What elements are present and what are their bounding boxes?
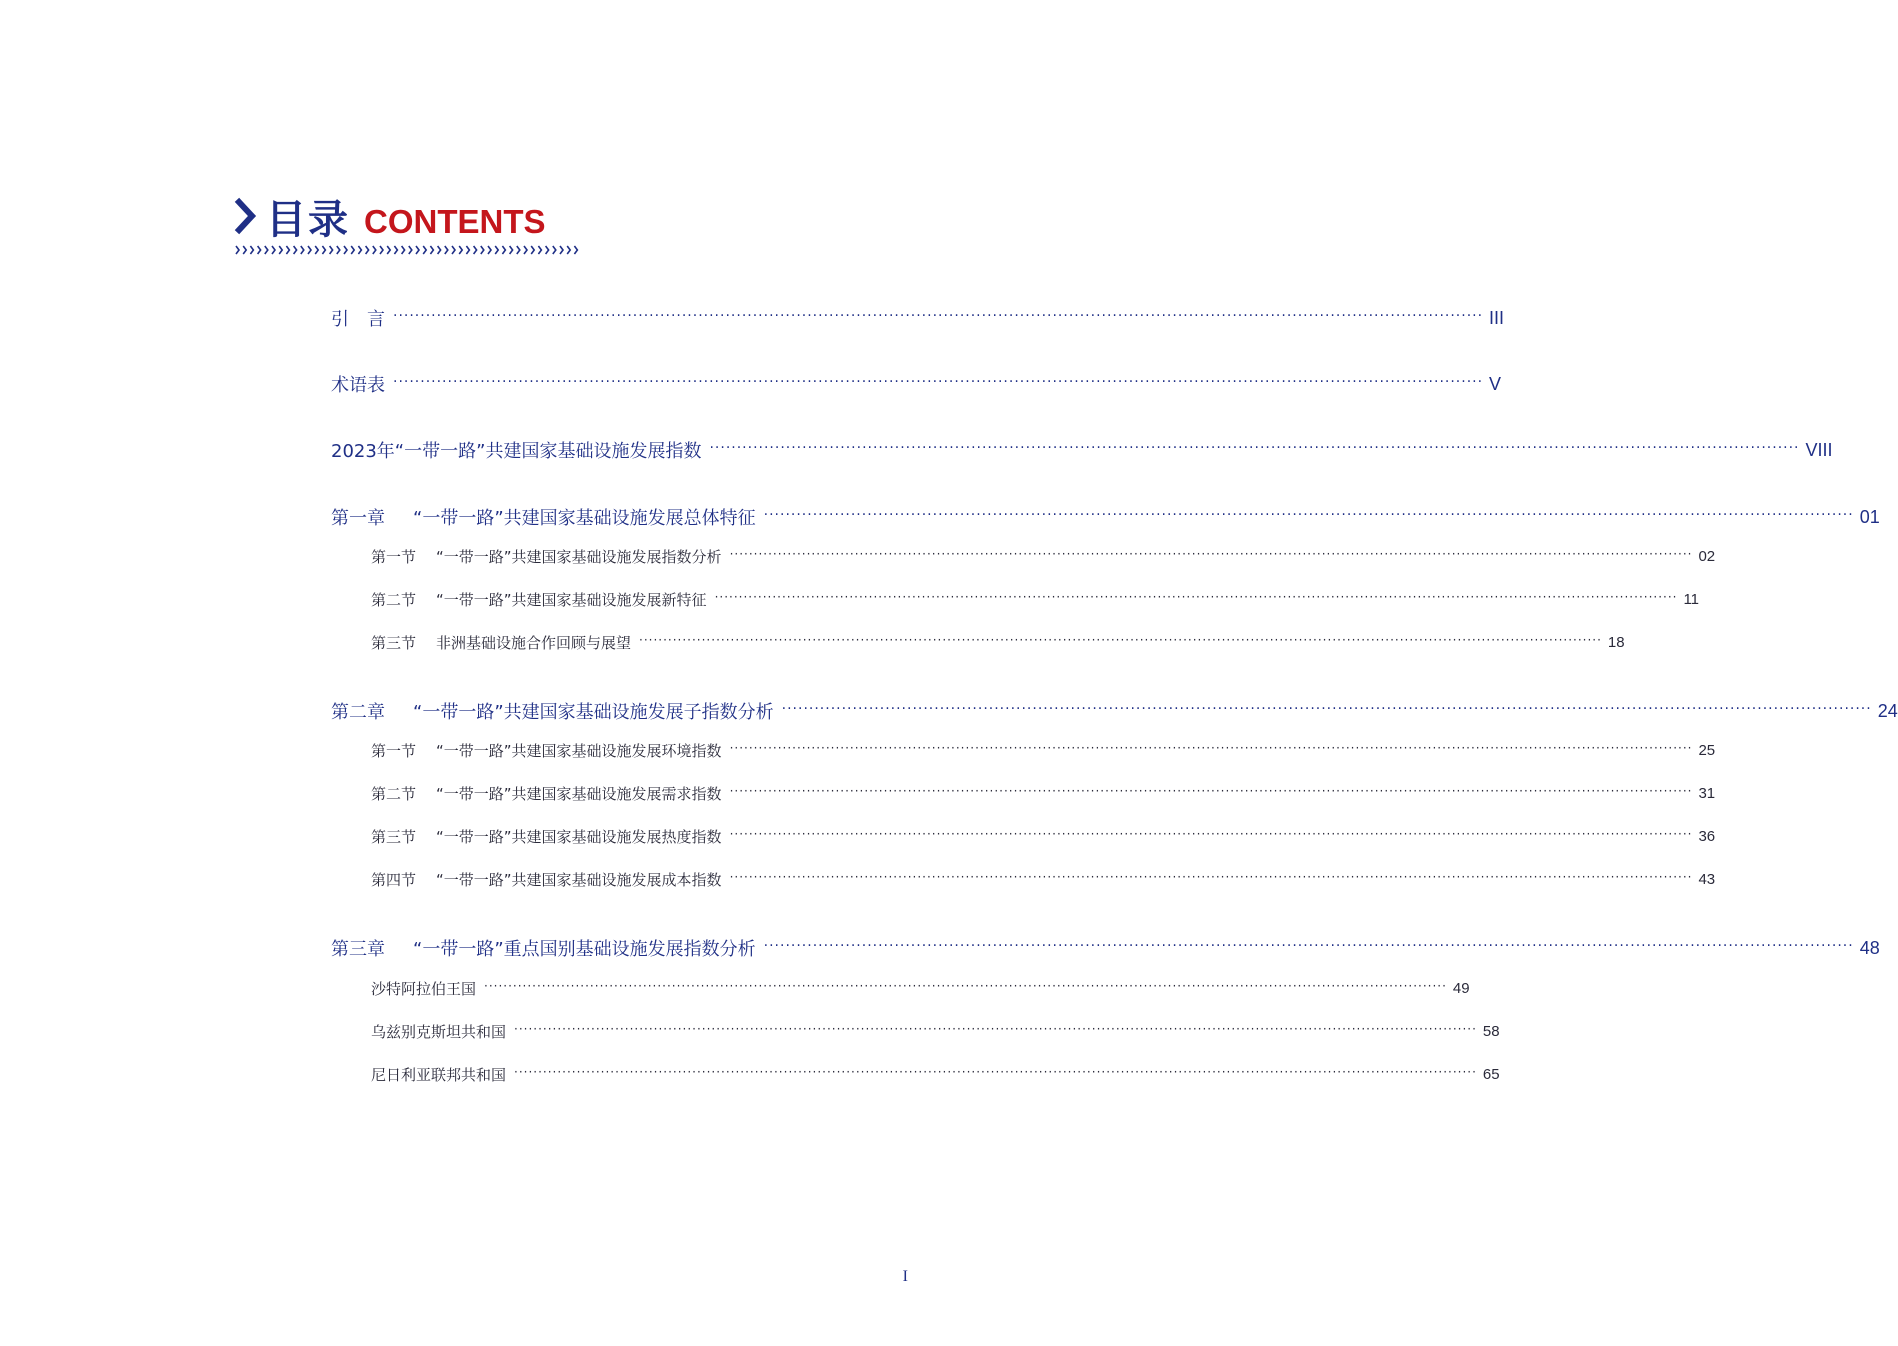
toc-title-cn: 目录 [266, 197, 350, 243]
dot-leader: ········································································································································································································ [484, 979, 1447, 993]
dot-leader: ········································································································································································································ [393, 374, 1484, 390]
toc-entry-number: 第二节 [371, 784, 417, 803]
toc-entry-page: 11 [1683, 590, 1700, 608]
toc-header [234, 188, 546, 243]
toc-title-en: CONTENTS [364, 203, 546, 240]
toc-entry-page: 49 [1452, 979, 1470, 997]
toc-entry[interactable] [331, 371, 1502, 397]
toc-entry-page: V [1489, 373, 1502, 394]
toc-entry[interactable] [331, 935, 1880, 961]
dot-leader: ········································································································································································································ [639, 633, 1602, 647]
toc-entry-page: 18 [1607, 633, 1625, 651]
toc-entry-label: “一带一路”共建国家基础设施发展需求指数 [436, 784, 722, 803]
toc-entry-number: 第四节 [371, 870, 417, 889]
toc-entry[interactable] [331, 437, 1833, 463]
toc-entry-label: “一带一路”重点国别基础设施发展指数分析 [413, 939, 756, 960]
toc-entry[interactable] [371, 1018, 1500, 1044]
dot-leader: ········································································································································································································ [714, 590, 1678, 604]
toc-entry-label: 术语表 [331, 375, 385, 396]
toc-entry[interactable] [331, 305, 1505, 331]
toc-entry-page: 01 [1859, 506, 1880, 527]
toc-entry-number: 第一节 [371, 741, 417, 760]
dot-leader: ········································································································································································································ [514, 1022, 1477, 1036]
toc-entry[interactable] [371, 866, 1716, 892]
dot-leader: ········································································································································································································ [763, 938, 1854, 954]
toc-entry-label: 尼日利亚联邦共和国 [371, 1065, 507, 1084]
dot-leader: ········································································································································································································ [729, 827, 1693, 841]
chevron-rule-decoration [234, 243, 580, 257]
dot-leader: ········································································································································································································ [393, 308, 1484, 324]
toc-entry-label: “一带一路”共建国家基础设施发展新特征 [436, 590, 707, 609]
toc-entry-label: “一带一路”共建国家基础设施发展环境指数 [436, 741, 722, 760]
toc-entry-number: 第三节 [371, 827, 417, 846]
toc-entry-page: 48 [1859, 937, 1880, 958]
toc-entry-number: 第二章 [331, 702, 385, 723]
toc-entry[interactable] [331, 698, 1898, 724]
dot-leader: ········································································································································································································ [763, 507, 1854, 523]
toc-entry-label: “一带一路”共建国家基础设施发展子指数分析 [413, 702, 774, 723]
toc-entry-number: 第三节 [371, 633, 417, 652]
toc-entry-number: 第一节 [371, 547, 417, 566]
page-folio: I [902, 1268, 908, 1285]
dot-leader: ········································································································································································································ [729, 741, 1693, 755]
toc-entry[interactable] [371, 975, 1470, 1001]
dot-leader: ········································································································································································································ [729, 784, 1693, 798]
toc-entry-page: 36 [1698, 827, 1716, 845]
toc-entry-number: 第三章 [331, 939, 385, 960]
toc-entry-label: 引 言 [331, 309, 385, 330]
dot-leader: ········································································································································································································ [709, 440, 1800, 456]
toc-entry[interactable] [371, 823, 1716, 849]
toc-entry-page: 65 [1482, 1065, 1500, 1083]
dot-leader: ········································································································································································································ [781, 701, 1872, 717]
toc-entry-label: “一带一路”共建国家基础设施发展成本指数 [436, 870, 722, 889]
chevron-right-icon [234, 196, 258, 236]
toc-entry-label: 2023年“一带一路”共建国家基础设施发展指数 [331, 441, 702, 462]
toc-entry-page: 58 [1482, 1022, 1500, 1040]
toc-entry-page: 02 [1698, 547, 1716, 565]
toc-entry-number: 第二节 [371, 590, 417, 609]
toc-entry-page: 43 [1698, 870, 1716, 888]
toc-entry-label: “一带一路”共建国家基础设施发展热度指数 [436, 827, 722, 846]
dot-leader: ········································································································································································································ [729, 870, 1693, 884]
toc-entry[interactable] [371, 780, 1716, 806]
toc-entry[interactable] [371, 629, 1625, 655]
toc-entry-label: “一带一路”共建国家基础设施发展指数分析 [436, 547, 722, 566]
toc-entry[interactable] [371, 586, 1700, 612]
toc-entry-label: 乌兹别克斯坦共和国 [371, 1022, 507, 1041]
toc-entry-number: 第一章 [331, 508, 385, 529]
toc-entry-label: 沙特阿拉伯王国 [371, 979, 477, 998]
toc-entry-page: 25 [1698, 741, 1716, 759]
toc-entry[interactable] [331, 504, 1880, 530]
toc-entry[interactable] [371, 737, 1716, 763]
toc-entry-page: VIII [1805, 439, 1833, 460]
dot-leader: ········································································································································································································ [729, 547, 1693, 561]
toc-entry-page: 31 [1698, 784, 1716, 802]
toc-entry-label: 非洲基础设施合作回顾与展望 [436, 633, 632, 652]
toc-entry[interactable] [371, 543, 1716, 569]
toc-entry[interactable] [371, 1061, 1500, 1087]
toc-entry-page: 24 [1877, 700, 1898, 721]
toc-entry-label: “一带一路”共建国家基础设施发展总体特征 [413, 508, 756, 529]
toc-entry-page: III [1489, 307, 1505, 328]
dot-leader: ········································································································································································································ [514, 1065, 1477, 1079]
